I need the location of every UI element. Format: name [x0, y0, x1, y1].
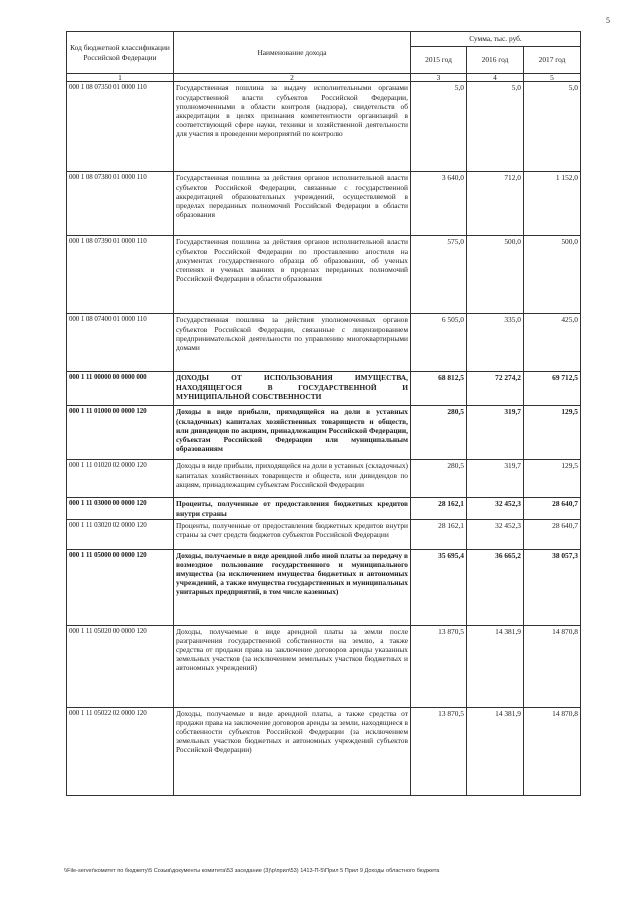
name-column-header: Наименование дохода	[174, 32, 411, 74]
amount-2015-cell: 280,5	[411, 460, 467, 498]
column-number: 2	[174, 74, 411, 82]
income-name-cell: Доходы, получаемые в виде арендной платы, а также средства от продажи права на заключение договоров аренды за земли, находящиеся в собственности субъектов Российской Федерации (за исключением земельных участков бюджетных и автономных учреждений субъектов Российской Федерации)	[174, 707, 411, 795]
table-row	[67, 172, 581, 236]
sum-column-header: Сумма, тыс. руб.	[411, 32, 581, 47]
amount-2016-cell: 72 274,2	[467, 372, 524, 406]
amount-2017-cell: 14 870,8	[524, 625, 581, 707]
amount-2017-cell: 28 640,7	[524, 519, 581, 549]
amount-2015-cell: 6 505,0	[411, 314, 467, 372]
amount-2015-cell: 68 812,5	[411, 372, 467, 406]
year-2016-header: 2016 год	[467, 47, 524, 74]
amount-2017-cell: 38 057,3	[524, 549, 581, 625]
budget-code-cell: 000 1 11 00000 00 0000 000	[67, 372, 174, 406]
budget-code-cell: 000 1 11 03020 02 0000 120	[67, 519, 174, 549]
budget-code-cell: 000 1 11 03000 00 0000 120	[67, 498, 174, 519]
amount-2017-cell: 500,0	[524, 236, 581, 314]
amount-2016-cell: 712,0	[467, 172, 524, 236]
amount-2017-cell: 5,0	[524, 82, 581, 172]
table-row	[67, 406, 581, 460]
budget-code-cell: 000 1 11 05020 00 0000 120	[67, 625, 174, 707]
income-name-cell: ДОХОДЫ ОТ ИСПОЛЬЗОВАНИЯ ИМУЩЕСТВА, НАХОДЯЩЕГОСЯ В ГОСУДАРСТВЕННОЙ И МУНИЦИПАЛЬНОЙ СОБСТВЕННОСТИ	[174, 372, 411, 406]
budget-code-cell: 000 1 08 07390 01 0000 110	[67, 236, 174, 314]
table-row	[67, 707, 581, 795]
amount-2015-cell: 35 695,4	[411, 549, 467, 625]
amount-2016-cell: 319,7	[467, 406, 524, 460]
footer-file-path: \\File-server\комитет по бюджету\5 Созыв\документы комитета\53 заседание (3)\р\прил\53) 1413-П-5\Прил 5 Прил 9 Доходы областного бюджета	[64, 868, 440, 874]
income-name-cell: Государственная пошлина за действия уполномоченных органов субъектов Российской Федерации, связанные с лицензированием предпринимательской деятельности по управлению многоквартирными домами	[174, 314, 411, 372]
income-name-cell: Доходы в виде прибыли, приходящейся на доли в уставных (складочных) капиталах хозяйственных товариществ и обществ, или дивидендов по акциям, принадлежащим субъектам Российской Федерации	[174, 460, 411, 498]
table-row	[67, 498, 581, 519]
amount-2015-cell: 28 162,1	[411, 498, 467, 519]
amount-2017-cell: 1 152,0	[524, 172, 581, 236]
column-number: 5	[524, 74, 581, 82]
amount-2016-cell: 500,0	[467, 236, 524, 314]
year-2017-header: 2017 год	[524, 47, 581, 74]
income-name-cell: Доходы в виде прибыли, приходящейся на доли в уставных (складочных) капиталах хозяйственных товариществ и обществ, или дивидендов по акциям, принадлежащим Российской Федерации, субъектам Российской Федерации или муниципальным образованиям	[174, 406, 411, 460]
column-number: 4	[467, 74, 524, 82]
amount-2016-cell: 335,0	[467, 314, 524, 372]
income-name-cell: Проценты, полученные от предоставления бюджетных кредитов внутри страны	[174, 498, 411, 519]
budget-code-cell: 000 1 08 07380 01 0000 110	[67, 172, 174, 236]
budget-code-cell: 000 1 11 05000 00 0000 120	[67, 549, 174, 625]
income-name-cell: Доходы, получаемые в виде арендной либо иной платы за передачу в возмездное пользование государственного и муниципального имущества (за исключением имущества бюджетных и автономных учреждений, а также имущества государственных и муниципальных унитарных предприятий, в том числе казенных)	[174, 549, 411, 625]
amount-2015-cell: 28 162,1	[411, 519, 467, 549]
amount-2015-cell: 575,0	[411, 236, 467, 314]
amount-2015-cell: 280,5	[411, 406, 467, 460]
table-row	[67, 460, 581, 498]
amount-2017-cell: 28 640,7	[524, 498, 581, 519]
budget-code-cell: 000 1 11 01020 02 0000 120	[67, 460, 174, 498]
amount-2017-cell: 129,5	[524, 460, 581, 498]
amount-2015-cell: 5,0	[411, 82, 467, 172]
amount-2016-cell: 14 381,9	[467, 625, 524, 707]
amount-2016-cell: 32 452,3	[467, 519, 524, 549]
table-header-row	[67, 32, 581, 47]
amount-2016-cell: 14 381,9	[467, 707, 524, 795]
table-row	[67, 82, 581, 172]
column-number-row	[67, 74, 581, 82]
income-name-cell: Государственная пошлина за выдачу исполнительными органами государственной власти субъектов Российской Федерации, уполномоченными в области контроля (надзора), свидетельств об аккредитации в целях признания компетентности организаций в соответствующей сфере науки, техники и хозяйственной деятельности для участия в проведении мероприятий по контролю	[174, 82, 411, 172]
table-row	[67, 236, 581, 314]
table-row	[67, 625, 581, 707]
budget-code-cell: 000 1 08 07400 01 0000 110	[67, 314, 174, 372]
income-name-cell: Доходы, получаемые в виде арендной платы за земли после разграничения государственной собственности на землю, а также средства от продажи права на заключение договоров аренды указанных земельных участков (за исключением земельных участков бюджетных и автономных учреждений)	[174, 625, 411, 707]
amount-2016-cell: 5,0	[467, 82, 524, 172]
amount-2017-cell: 14 870,8	[524, 707, 581, 795]
amount-2017-cell: 425,0	[524, 314, 581, 372]
table-row	[67, 519, 581, 549]
table-row	[67, 549, 581, 625]
budget-code-cell: 000 1 11 01000 00 0000 120	[67, 406, 174, 460]
column-number: 1	[67, 74, 174, 82]
amount-2015-cell: 3 640,0	[411, 172, 467, 236]
page-number: 5	[606, 16, 610, 25]
budget-income-table	[66, 31, 581, 796]
amount-2016-cell: 319,7	[467, 460, 524, 498]
amount-2017-cell: 69 712,5	[524, 372, 581, 406]
amount-2015-cell: 13 870,5	[411, 625, 467, 707]
year-2015-header: 2015 год	[411, 47, 467, 74]
amount-2017-cell: 129,5	[524, 406, 581, 460]
code-column-header: Код бюджетной классификации Российской Федерации	[67, 32, 174, 74]
income-name-cell: Проценты, полученные от предоставления бюджетных кредитов внутри страны за счет средств бюджетов субъектов Российской Федерации	[174, 519, 411, 549]
table-body	[67, 82, 581, 795]
table-row	[67, 372, 581, 406]
amount-2016-cell: 36 665,2	[467, 549, 524, 625]
column-number: 3	[411, 74, 467, 82]
income-name-cell: Государственная пошлина за действия органов исполнительной власти субъектов Российской Федерации по проставлению апостиля на документах государственного образца об образовании, об ученых степенях и ученых званиях в пределах переданных полномочий Российской Федерации в области образования	[174, 236, 411, 314]
amount-2016-cell: 32 452,3	[467, 498, 524, 519]
budget-code-cell: 000 1 08 07350 01 0000 110	[67, 82, 174, 172]
budget-code-cell: 000 1 11 05022 02 0000 120	[67, 707, 174, 795]
amount-2015-cell: 13 870,5	[411, 707, 467, 795]
income-name-cell: Государственная пошлина за действия органов исполнительной власти субъектов Российской Федерации, связанные с государственной аккредитацией образовательных учреждений, осуществляемой в пределах переданных полномочий Российской Федерации в области образования	[174, 172, 411, 236]
table-row	[67, 314, 581, 372]
